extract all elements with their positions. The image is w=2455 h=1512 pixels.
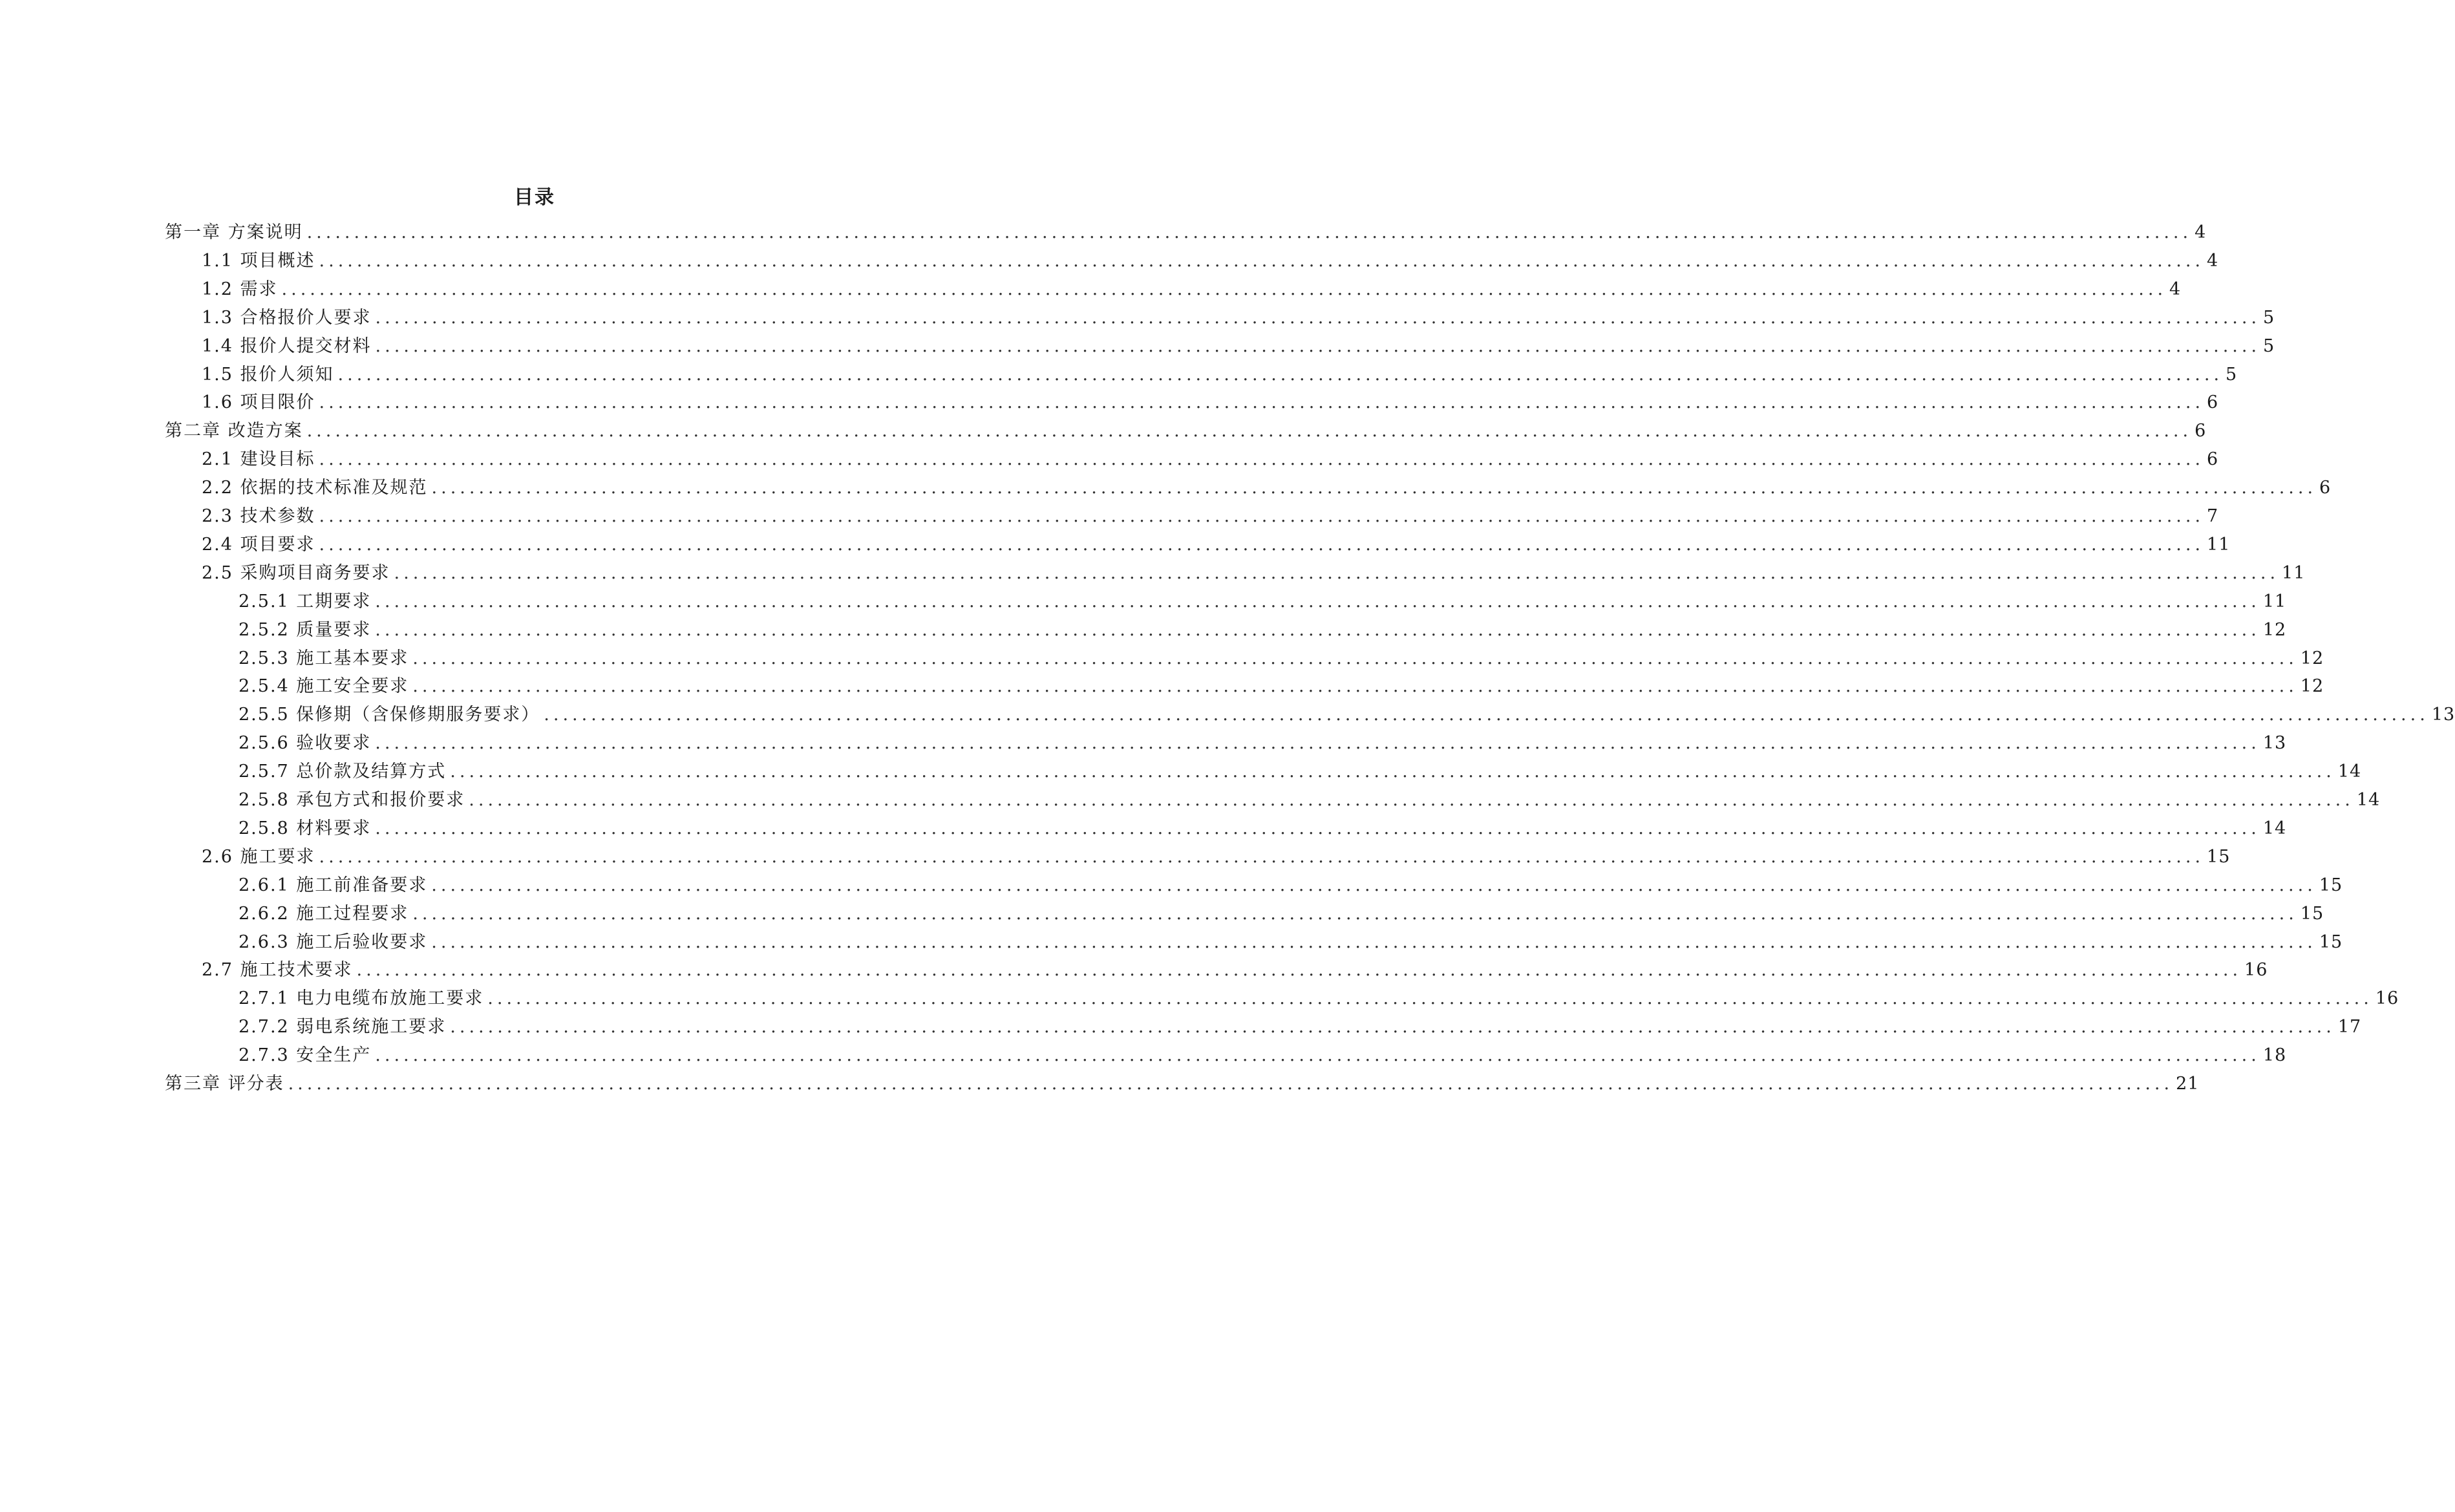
toc-entry-label: 2.1 建设目标 — [202, 449, 315, 470]
toc-entry[interactable] — [202, 244, 2219, 273]
toc-entry-page: 14 — [2262, 818, 2287, 838]
toc-entry-page: 4 — [2207, 250, 2219, 271]
toc-entry-page: 11 — [2207, 534, 2231, 555]
toc-entry[interactable] — [239, 812, 2287, 840]
toc-leader-dots: ........................................................................................................................................................................................................ — [469, 790, 2354, 810]
toc-entry[interactable] — [239, 755, 2362, 783]
toc-entry[interactable] — [239, 869, 2343, 897]
toc-entry[interactable] — [202, 330, 2275, 358]
toc-leader-dots: ........................................................................................................................................................................................................ — [412, 648, 2298, 668]
toc-entry[interactable] — [239, 982, 2399, 1010]
toc-entry[interactable] — [202, 443, 2219, 471]
toc-entry[interactable] — [202, 500, 2219, 528]
toc-leader-dots: ........................................................................................................................................................................................................ — [375, 591, 2260, 612]
toc-entry-label: 2.5.3 施工基本要求 — [239, 648, 409, 668]
toc-entry[interactable] — [202, 301, 2275, 330]
toc-entry[interactable] — [239, 926, 2343, 954]
toc-entry-label: 1.4 报价人提交材料 — [202, 335, 372, 356]
toc-entry-page: 15 — [2319, 932, 2343, 952]
toc-leader-dots: ........................................................................................................................................................................................................ — [450, 1017, 2335, 1038]
toc-entry[interactable] — [202, 358, 2238, 387]
toc-leader-dots: ........................................................................................................................................................................................................ — [319, 392, 2205, 413]
toc-entry-label: 第二章 改造方案 — [165, 421, 303, 442]
toc-entry-page: 11 — [2282, 562, 2306, 583]
toc-entry[interactable] — [239, 727, 2287, 755]
toc-entry[interactable] — [202, 840, 2231, 869]
toc-entry[interactable] — [165, 216, 2207, 244]
toc-entry-label: 2.6 施工要求 — [202, 846, 315, 867]
toc-entry-page: 21 — [2176, 1074, 2200, 1094]
toc-entry-label: 2.7 施工技术要求 — [202, 960, 353, 981]
toc-leader-dots: ........................................................................................................................................................................................................ — [431, 478, 2317, 498]
toc-entry[interactable] — [239, 642, 2324, 670]
toc-entry-label: 2.5.2 质量要求 — [239, 619, 372, 640]
toc-entry-label: 2.5.5 保修期（含保修期服务要求） — [239, 705, 540, 725]
toc-entry-label: 2.3 技术参数 — [202, 506, 315, 526]
toc-leader-dots: ........................................................................................................................................................................................................ — [319, 534, 2205, 555]
toc-entry-page: 13 — [2262, 733, 2287, 754]
toc-entry[interactable] — [202, 528, 2231, 557]
toc-title: 目录 — [514, 186, 555, 209]
toc-entry-page: 18 — [2262, 1045, 2287, 1066]
toc-entry-page: 15 — [2207, 846, 2231, 867]
toc-entry-page: 6 — [2207, 449, 2219, 470]
toc-leader-dots: ........................................................................................................................................................................................................ — [319, 250, 2205, 271]
toc-entry[interactable] — [239, 1010, 2362, 1039]
toc-entry-label: 第三章 评分表 — [165, 1074, 284, 1094]
toc-leader-dots: ........................................................................................................................................................................................................ — [375, 307, 2261, 328]
toc-entry-page: 5 — [2263, 307, 2275, 328]
toc-entry-page: 12 — [2300, 648, 2324, 668]
toc-entry-label: 2.4 项目要求 — [202, 534, 315, 555]
toc-entry-label: 2.5 采购项目商务要求 — [202, 562, 390, 583]
toc-entry[interactable] — [165, 414, 2207, 443]
toc-leader-dots: ........................................................................................................................................................................................................ — [337, 364, 2224, 385]
toc-entry-label: 1.3 合格报价人要求 — [202, 307, 372, 328]
toc-entry-label: 1.1 项目概述 — [202, 250, 315, 271]
toc-leader-dots: ........................................................................................................................................................................................................ — [288, 1074, 2174, 1094]
toc-leader-dots: ........................................................................................................................................................................................................ — [319, 449, 2205, 470]
toc-entry-label: 2.5.7 总价款及结算方式 — [239, 761, 447, 782]
toc-entry-page: 16 — [2244, 960, 2268, 981]
toc-entry-label: 1.6 项目限价 — [202, 392, 315, 413]
toc-leader-dots: ........................................................................................................................................................................................................ — [306, 222, 2193, 242]
toc-entry-label: 2.7.1 电力电缆布放施工要求 — [239, 988, 484, 1009]
toc-entry-page: 7 — [2207, 506, 2219, 526]
toc-entry-label: 2.5.8 承包方式和报价要求 — [239, 790, 465, 810]
toc-entry-label: 2.6.3 施工后验收要求 — [239, 932, 428, 952]
toc-entry[interactable] — [165, 1067, 2200, 1096]
toc-entry-page: 17 — [2337, 1017, 2362, 1038]
toc-leader-dots: ........................................................................................................................................................................................................ — [450, 761, 2335, 782]
toc-entry-page: 16 — [2375, 988, 2399, 1009]
toc-entry[interactable] — [202, 273, 2182, 301]
toc-entry[interactable] — [239, 698, 2455, 727]
toc-leader-dots: ........................................................................................................................................................................................................ — [281, 279, 2167, 299]
toc-entry-label: 2.5.1 工期要求 — [239, 591, 372, 612]
toc-leader-dots: ........................................................................................................................................................................................................ — [319, 846, 2205, 867]
toc-entry-label: 2.6.2 施工过程要求 — [239, 903, 409, 924]
toc-leader-dots: ........................................................................................................................................................................................................ — [319, 506, 2205, 526]
toc-entry[interactable] — [239, 613, 2287, 642]
toc-entry-page: 4 — [2195, 222, 2207, 242]
toc-entry-label: 2.6.1 施工前准备要求 — [239, 875, 428, 895]
toc-entry-label: 第一章 方案说明 — [165, 222, 303, 242]
toc-entry-label: 2.7.2 弱电系统施工要求 — [239, 1017, 447, 1038]
toc-entry-page: 4 — [2169, 279, 2182, 299]
toc-entry[interactable] — [202, 557, 2306, 585]
toc-entry[interactable] — [239, 670, 2324, 698]
toc-entry-page: 12 — [2300, 676, 2324, 697]
toc-entry-page: 5 — [2263, 335, 2275, 356]
toc-entry-page: 12 — [2262, 619, 2287, 640]
toc-leader-dots: ........................................................................................................................................................................................................ — [412, 903, 2298, 924]
toc-leader-dots: ........................................................................................................................................................................................................ — [375, 1045, 2260, 1066]
toc-entry-label: 2.7.3 安全生产 — [239, 1045, 372, 1066]
toc-leader-dots: ........................................................................................................................................................................................................ — [375, 733, 2260, 754]
toc-leader-dots: ........................................................................................................................................................................................................ — [394, 562, 2280, 583]
toc-entry-label: 1.2 需求 — [202, 279, 278, 299]
toc-entry-page: 13 — [2431, 705, 2455, 725]
toc-entry-page: 15 — [2319, 875, 2343, 895]
toc-entry-page: 15 — [2300, 903, 2324, 924]
toc-entry-page: 6 — [2195, 421, 2207, 442]
toc-leader-dots: ........................................................................................................................................................................................................ — [306, 421, 2193, 442]
toc-entry[interactable] — [239, 783, 2381, 812]
toc-entry-page: 5 — [2226, 364, 2238, 385]
toc-leader-dots: ........................................................................................................................................................................................................ — [375, 619, 2260, 640]
toc-leader-dots: ........................................................................................................................................................................................................ — [544, 705, 2429, 725]
toc-leader-dots: ........................................................................................................................................................................................................ — [412, 676, 2298, 697]
toc-entry-page: 11 — [2262, 591, 2287, 612]
toc-entry-page: 14 — [2337, 761, 2362, 782]
toc-entry[interactable] — [239, 585, 2287, 613]
toc-entry-page: 14 — [2356, 790, 2381, 810]
toc-entry[interactable] — [239, 1039, 2287, 1067]
toc-leader-dots: ........................................................................................................................................................................................................ — [431, 875, 2317, 895]
toc-entry[interactable] — [202, 953, 2268, 982]
toc-leader-dots: ........................................................................................................................................................................................................ — [356, 960, 2242, 981]
toc-entry-page: 6 — [2207, 392, 2219, 413]
toc-entry-label: 2.2 依据的技术标准及规范 — [202, 478, 428, 498]
toc-entry-page: 6 — [2319, 478, 2332, 498]
toc-entry[interactable] — [202, 471, 2332, 500]
toc-entry[interactable] — [202, 386, 2219, 414]
toc-entry-label: 1.5 报价人须知 — [202, 364, 334, 385]
toc-entry-label: 2.5.4 施工安全要求 — [239, 676, 409, 697]
toc-entry[interactable] — [239, 897, 2324, 926]
toc-entry-label: 2.5.8 材料要求 — [239, 818, 372, 838]
toc-entry-label: 2.5.6 验收要求 — [239, 733, 372, 754]
toc-leader-dots: ........................................................................................................................................................................................................ — [375, 335, 2261, 356]
toc-leader-dots: ........................................................................................................................................................................................................ — [375, 818, 2260, 838]
toc-leader-dots: ........................................................................................................................................................................................................ — [431, 932, 2317, 952]
toc-leader-dots: ........................................................................................................................................................................................................ — [487, 988, 2373, 1009]
